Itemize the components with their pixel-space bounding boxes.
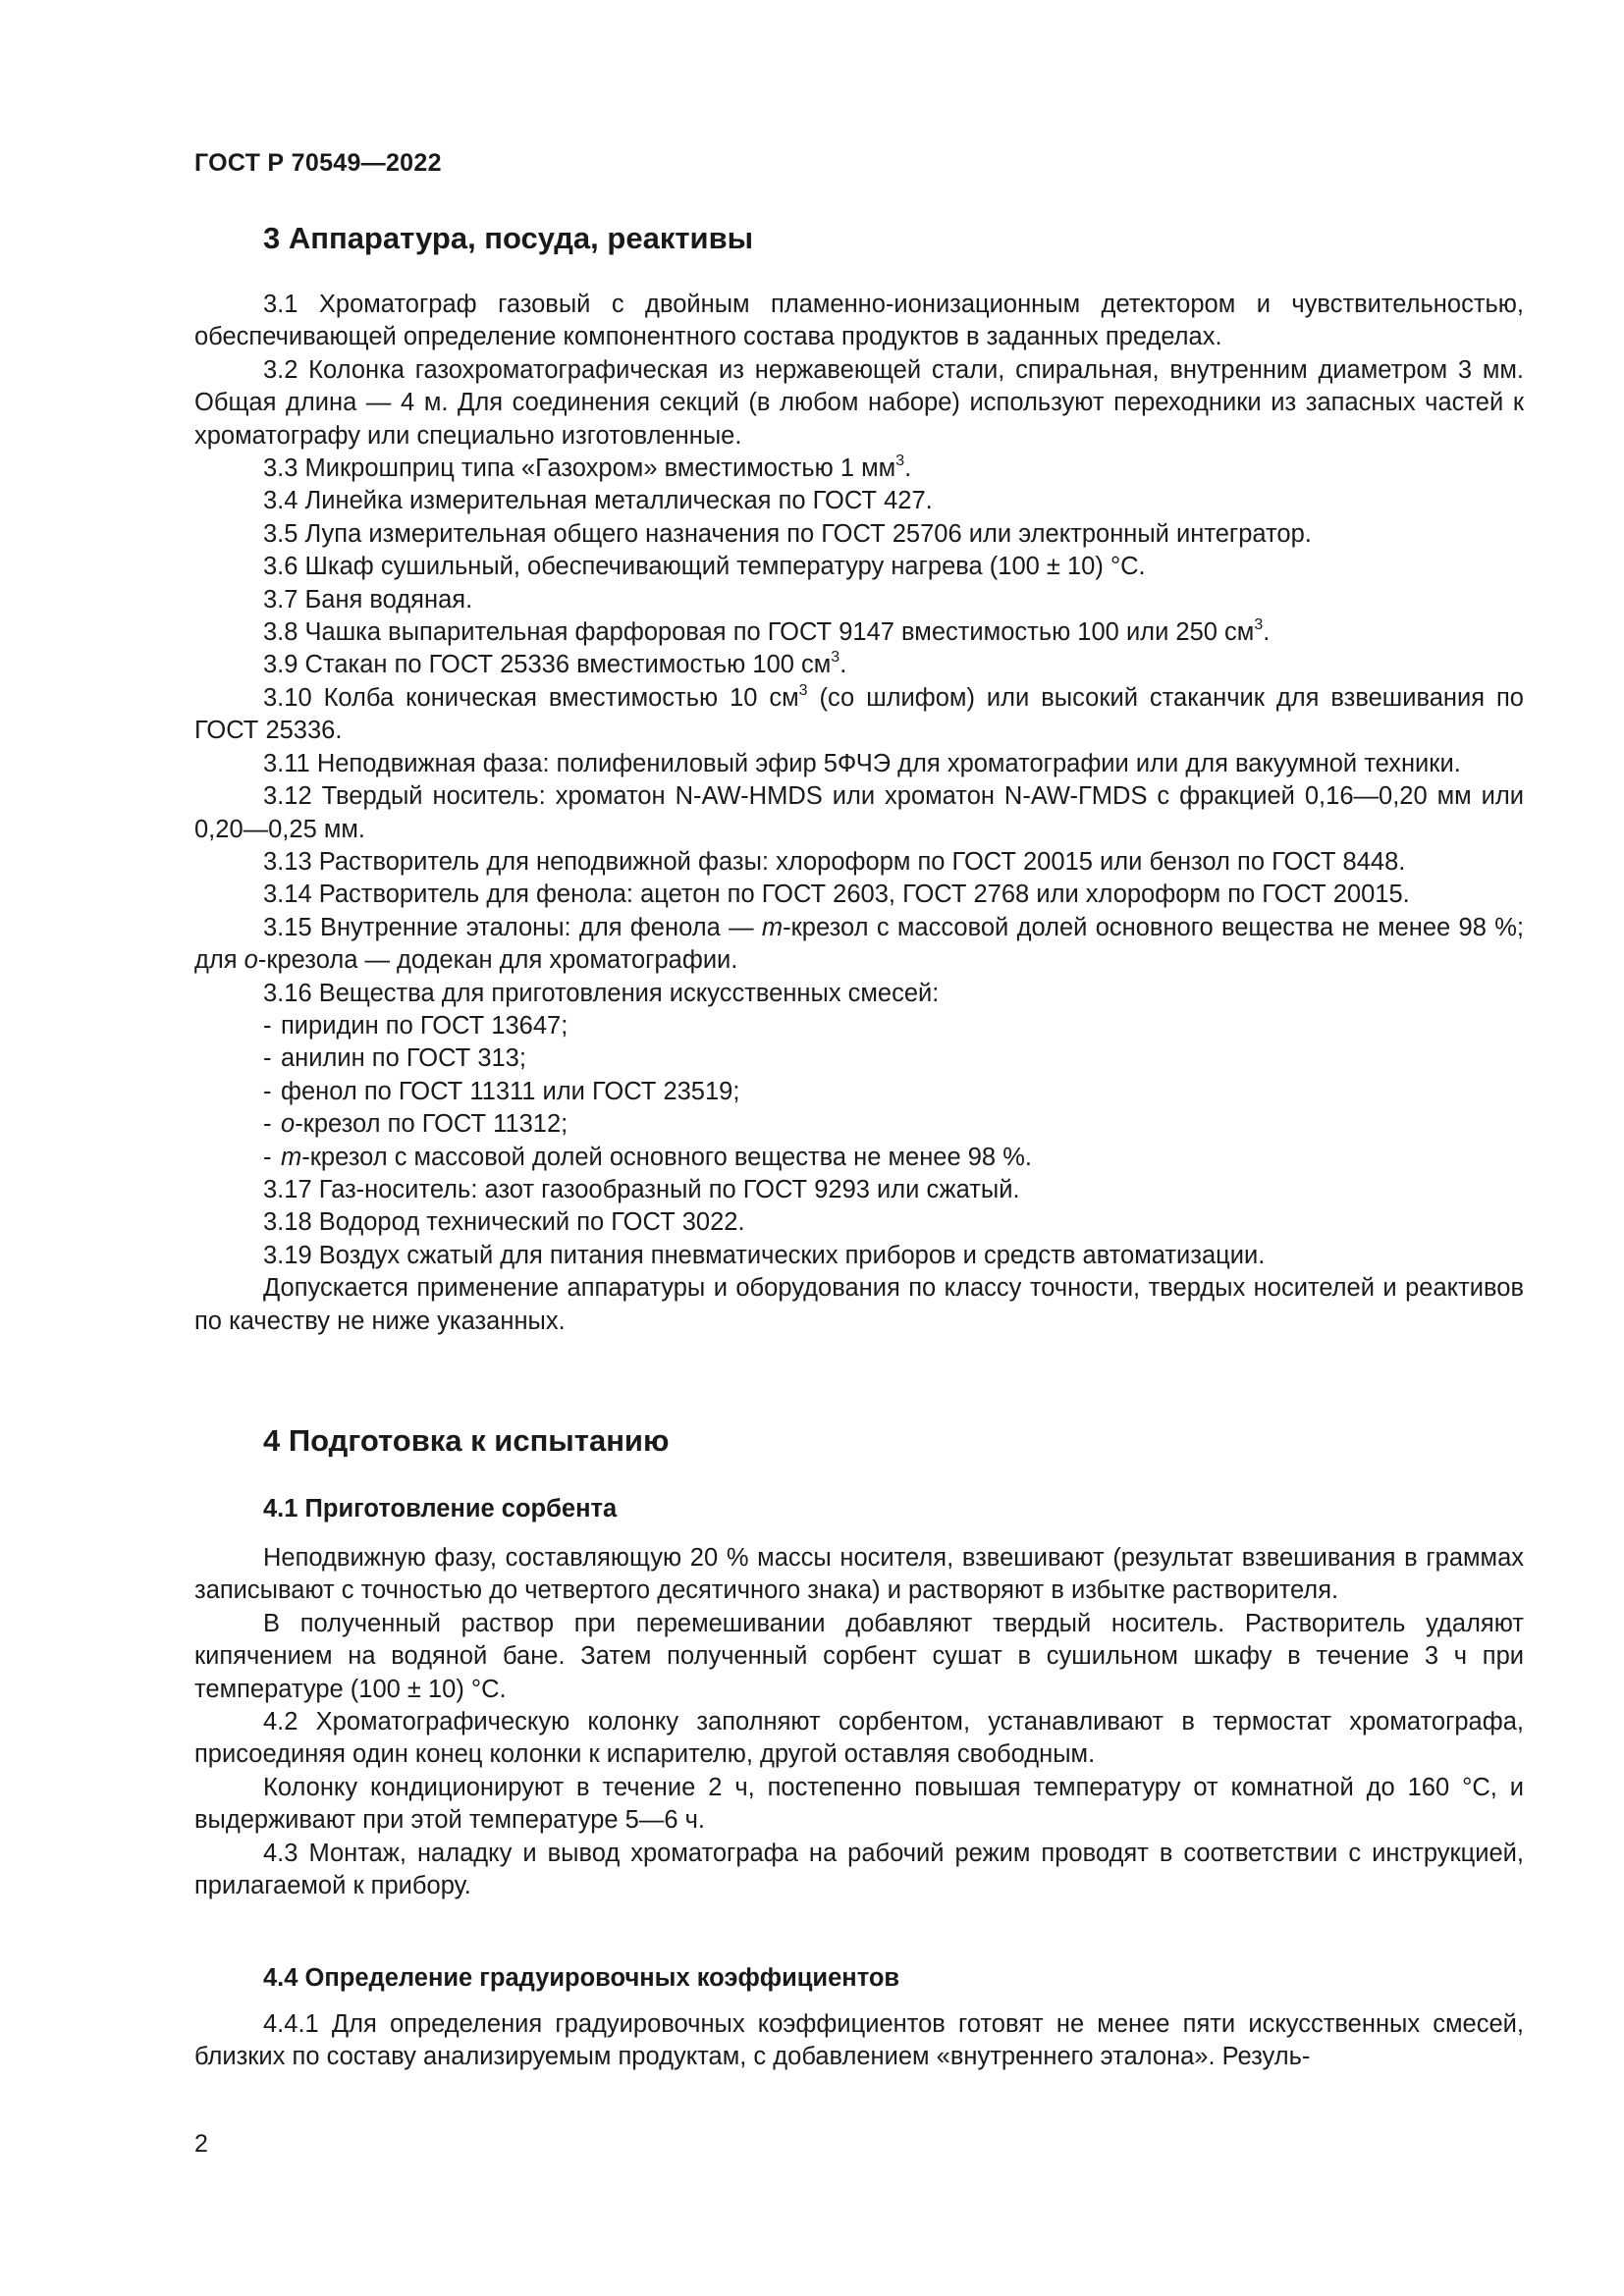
clause-4-2: 4.2 Хроматографическую колонку заполняют сорбентом, устанавливают в термостат хроматографа, присоединяя один конец колонки к испарителю, другой оставляя свободным. <box>194 1708 1524 1769</box>
subsection-4-1-title: 4.1 Приготовление сорбента <box>263 1495 618 1522</box>
paragraph-4-2-b: Колонку кондиционируют в течение 2 ч, постепенно повышая температуру от комнатной до 160 °С, и выдерживают при этой температуре 5—6 ч. <box>194 1773 1524 1835</box>
clause-4-4-1: 4.4.1 Для определения градуировочных коэффициентов готовят не менее пяти искусственных смесей, близких по составу анализируемым продуктам, с добавлением «внутреннего эталона». Резуль- <box>194 2010 1524 2071</box>
clause-3-9: 3.9 Стакан по ГОСТ 25336 вместимостью 100 $см^3$. <box>263 649 847 679</box>
clause-3-4: 3.4 Линейка измерительная металлическая по ГОСТ 427. <box>263 487 933 515</box>
clause-3-3: 3.3 Микрошприц типа «Газохром» вместимостью 1 $мм^3$. <box>263 453 912 483</box>
clause-3-6: 3.6 Шкаф сушильный, обеспечивающий температуру нагрева (100 ± 10) °С. <box>263 553 1146 581</box>
clause-3-5: 3.5 Лупа измерительная общего назначения по ГОСТ 25706 или электронный интегратор. <box>263 519 1312 548</box>
clause-3-15: 3.15 Внутренние эталоны: для фенола — m-крезол с массовой долей основного вещества не менее 98 %; для о-крезола — додекан для хроматографии. <box>194 913 1524 975</box>
clause-3-2: 3.2 Колонка газохроматографическая из нержавеющей стали, спиральная, внутренним диаметром 3 мм. Общая длина — 4 м. Для соединения секций (в любом наборе) используют переходники из запасных частей к хроматографу или специально изготовленные. <box>194 355 1524 450</box>
page-number: 2 <box>194 2130 208 2158</box>
document-id-header: ГОСТ Р 70549—2022 <box>194 149 442 177</box>
section-4-body <box>194 1542 1524 1902</box>
clause-3-16: 3.16 Вещества для приготовления искусственных смесей: <box>263 979 940 1007</box>
permission-note: Допускается применение аппаратуры и оборудования по классу точности, твердых носителей и реактивов по качеству не ниже указанных. <box>194 1274 1524 1335</box>
list-item: - о-крезол по ГОСТ 11312; <box>263 1110 568 1139</box>
list-item: - пиридин по ГОСТ 13647; <box>263 1011 568 1040</box>
section-3-body <box>194 289 1524 1338</box>
section-3-title: 3 Аппаратура, посуда, реактивы <box>263 221 754 255</box>
clause-3-18: 3.18 Водород технический по ГОСТ 3022. <box>263 1208 745 1237</box>
list-item: - фенол по ГОСТ 11311 или ГОСТ 23519; <box>263 1077 740 1105</box>
clause-3-1: 3.1 Хроматограф газовый с двойным пламенно-ионизационным детектором и чувствительностью, обеспечивающей определение компонентного состава продуктов в заданных пределах. <box>194 291 1524 351</box>
clause-3-13: 3.13 Растворитель для неподвижной фазы: хлороформ по ГОСТ 20015 или бензол по ГОСТ 8448. <box>263 847 1406 876</box>
clause-4-3: 4.3 Монтаж, наладку и вывод хроматографа на рабочий режим проводят в соответствии с инструкцией, прилагаемой к прибору. <box>194 1839 1524 1900</box>
section-4-title: 4 Подготовка к испытанию <box>263 1423 670 1458</box>
subsection-4-4-title: 4.4 Определение градуировочных коэффициентов <box>263 1964 900 1992</box>
paragraph-4-1-a: Неподвижную фазу, составляющую 20 % массы носителя, взвешивают (результат взвешивания в граммах записывают с точностью до четвертого десятичного знака) и растворяют в избытке растворителя. <box>194 1544 1524 1605</box>
clause-3-8: 3.8 Чашка выпарительная фарфоровая по ГОСТ 9147 вместимостью 100 или 250 $см^3$. <box>263 616 1271 647</box>
section-4-4-body <box>194 2008 1524 2074</box>
list-item: - анилин по ГОСТ 313; <box>263 1044 526 1073</box>
clause-3-11: 3.11 Неподвижная фаза: полифениловый эфир 5ФЧЭ для хроматографии или для вакуумной техники. <box>263 749 1461 777</box>
clause-3-14: 3.14 Растворитель для фенола: ацетон по ГОСТ 2603, ГОСТ 2768 или хлороформ по ГОСТ 20015. <box>263 881 1410 909</box>
clause-3-10: 3.10 Колба коническая вместимостью 10 $см^3$ (со шлифом) или высокий стаканчик для взвешивания по ГОСТ 25336. <box>194 681 1524 745</box>
clause-3-17: 3.17 Газ-носитель: азот газообразный по ГОСТ 9293 или сжатый. <box>263 1175 1020 1203</box>
clause-3-12: 3.12 Твердый носитель: хроматон N-AW-HMDS или хроматон N-AW-ГMDS с фракцией 0,16—0,20 мм или 0,20—0,25 мм. <box>194 782 1524 843</box>
paragraph-4-1-b: В полученный раствор при перемешивании добавляют твердый носитель. Растворитель удаляют кипячением на водяной бане. Затем полученный сорбент сушат в сушильном шкафу в течение 3 ч при температуре (100 ± 10) °С. <box>194 1609 1524 1703</box>
clause-3-19: 3.19 Воздух сжатый для питания пневматических приборов и средств автоматизации. <box>263 1241 1266 1269</box>
clause-3-7: 3.7 Баня водяная. <box>263 585 473 614</box>
list-item: - m-крезол с массовой долей основного вещества не менее 98 %. <box>263 1143 1032 1171</box>
